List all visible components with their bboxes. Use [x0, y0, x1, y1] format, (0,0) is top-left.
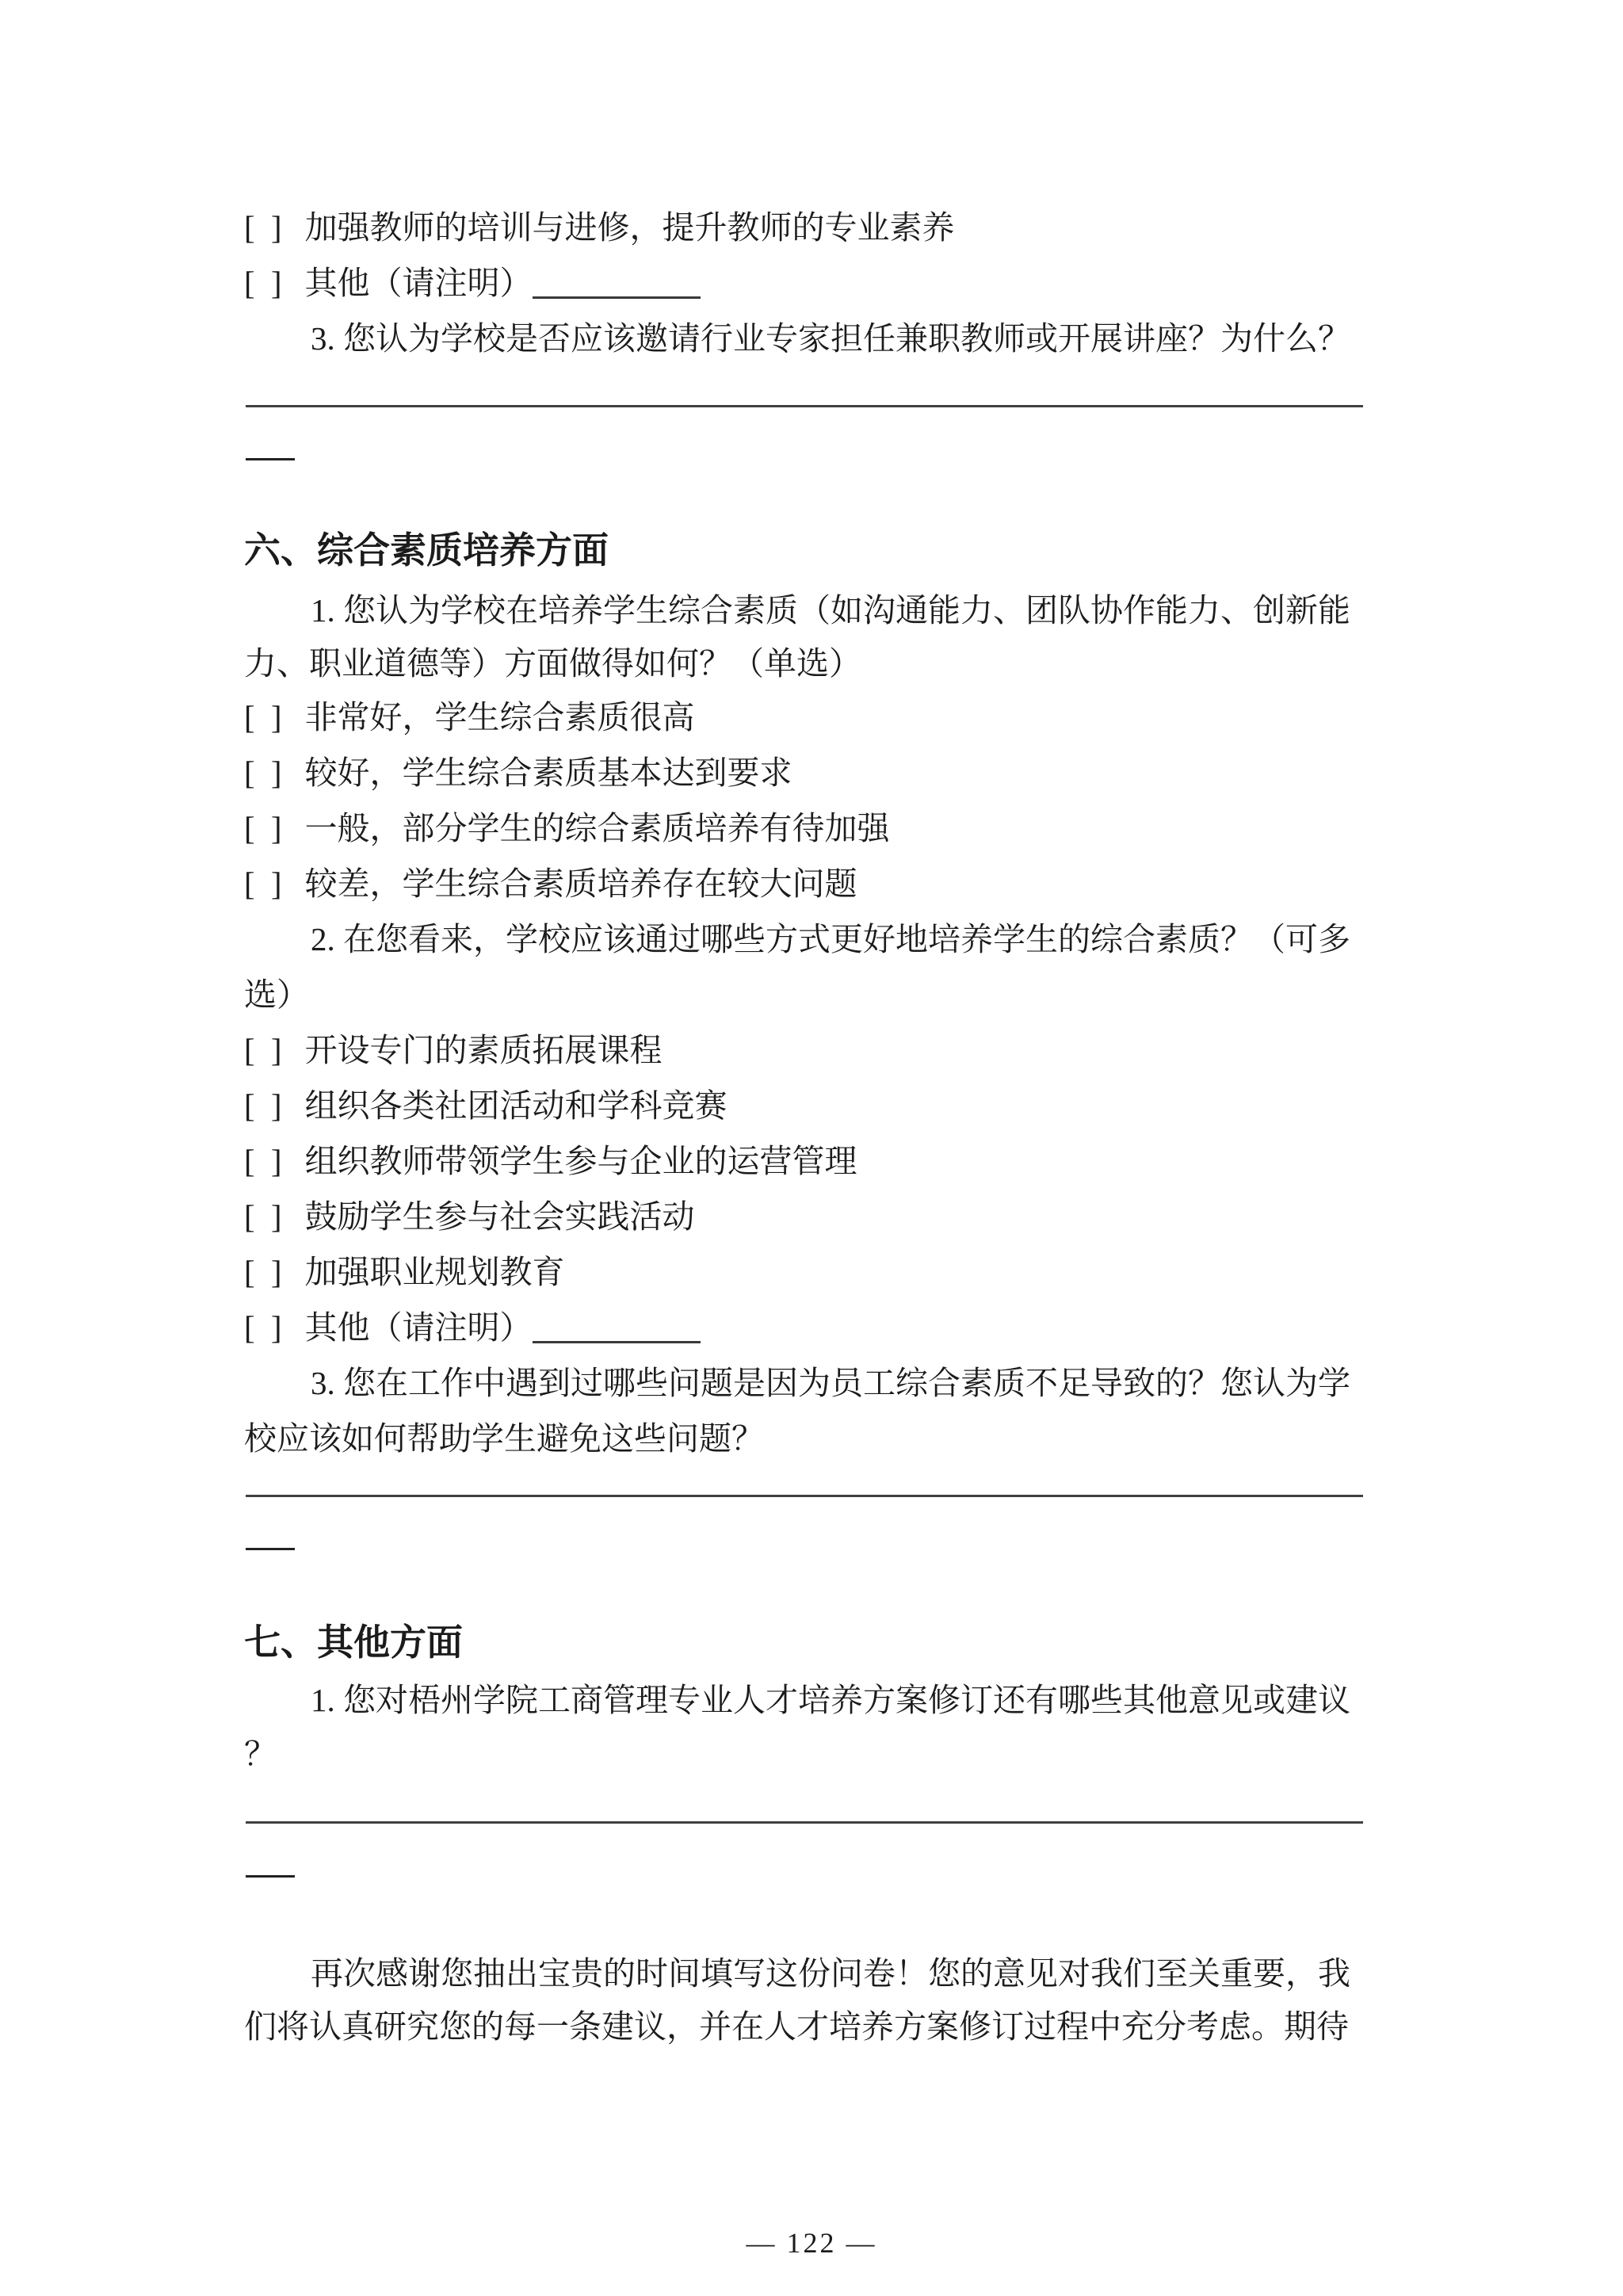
question-text-continuation: ？	[244, 1736, 277, 1772]
answer-line-continuation[interactable]	[246, 1548, 295, 1550]
checkbox-option-row	[244, 690, 1395, 745]
option-label: 鼓励学生参与社会实践活动	[304, 1198, 695, 1235]
fill-in-blank[interactable]	[533, 1317, 701, 1343]
checkbox-option-row	[244, 200, 1395, 255]
section-heading: 七、其他方面	[244, 1622, 463, 1663]
question-text: 3. 您在工作中遇到过哪些问题是因为员工综合素质不足导致的？您认为学	[311, 1365, 1350, 1401]
checkbox-option-row	[244, 1189, 1395, 1244]
checkbox[interactable]: [ ]	[244, 1087, 286, 1124]
checkbox-option-row	[244, 1300, 1395, 1355]
question-text: 1. 您认为学校在培养学生综合素质（如沟通能力、团队协作能力、创新能	[311, 592, 1350, 628]
option-label: 加强职业规划教育	[304, 1254, 565, 1290]
checkbox[interactable]: [ ]	[244, 755, 286, 791]
checkbox-option-row	[244, 1133, 1395, 1189]
checkbox[interactable]: [ ]	[244, 1309, 286, 1346]
option-label: 加强教师的培训与进修，提升教师的专业素养	[304, 209, 955, 246]
option-label: 组织教师带领学生参与企业的运营管理	[304, 1143, 857, 1179]
option-label: 较好，学生综合素质基本达到要求	[304, 755, 792, 791]
checkbox[interactable]: [ ]	[244, 1254, 286, 1290]
answer-line[interactable]	[246, 1821, 1363, 1824]
question-text-continuation: 选）	[244, 976, 309, 1013]
option-label: 开设专门的素质拓展课程	[304, 1032, 663, 1068]
question-text: 3. 您认为学校是否应该邀请行业专家担任兼职教师或开展讲座？为什么？	[311, 320, 1350, 357]
answer-line-continuation[interactable]	[246, 458, 295, 460]
checkbox[interactable]: [ ]	[244, 810, 286, 846]
answer-line[interactable]	[246, 1495, 1363, 1497]
option-label: 组织各类社团活动和学科竞赛	[304, 1087, 727, 1124]
question-text: 2. 在您看来，学校应该通过哪些方式更好地培养学生的综合素质？（可多	[311, 921, 1350, 957]
checkbox-option-row	[244, 1022, 1395, 1078]
question-text-continuation: 力、职业道德等）方面做得如何？（单选）	[244, 645, 861, 682]
answer-line-continuation[interactable]	[246, 1875, 295, 1878]
closing-paragraph-line: 再次感谢您抽出宝贵的时间填写这份问卷！您的意见对我们至关重要，我	[311, 1955, 1350, 1992]
page-number: — 122 —	[746, 2227, 877, 2259]
option-label: 其他（请注明）	[304, 265, 533, 301]
checkbox[interactable]: [ ]	[244, 699, 286, 735]
checkbox-option-row	[244, 745, 1395, 800]
option-label: 非常好，学生综合素质很高	[304, 699, 695, 735]
checkbox[interactable]: [ ]	[244, 865, 286, 902]
checkbox[interactable]: [ ]	[244, 1198, 286, 1235]
checkbox-option-row	[244, 1244, 1395, 1300]
checkbox-option-row	[244, 856, 1395, 911]
question-text-continuation: 校应该如何帮助学生避免这些问题？	[244, 1420, 764, 1457]
option-label: 其他（请注明）	[304, 1309, 533, 1346]
checkbox[interactable]: [ ]	[244, 1143, 286, 1179]
checkbox[interactable]: [ ]	[244, 265, 286, 301]
checkbox-option-row	[244, 800, 1395, 856]
answer-line[interactable]	[246, 405, 1363, 407]
section-heading: 六、综合素质培养方面	[244, 530, 609, 571]
checkbox-option-row	[244, 1078, 1395, 1133]
checkbox-option-row	[244, 255, 1395, 311]
fill-in-blank[interactable]	[533, 273, 701, 299]
checkbox[interactable]: [ ]	[244, 1032, 286, 1068]
question-text: 1. 您对梧州学院工商管理专业人才培养方案修订还有哪些其他意见或建议	[311, 1682, 1350, 1718]
option-label: 一般，部分学生的综合素质培养有待加强	[304, 810, 890, 846]
closing-paragraph-line: 们将认真研究您的每一条建议，并在人才培养方案修订过程中充分考虑。期待	[244, 2008, 1349, 2045]
checkbox[interactable]: [ ]	[244, 209, 286, 246]
option-label: 较差，学生综合素质培养存在较大问题	[304, 865, 857, 902]
